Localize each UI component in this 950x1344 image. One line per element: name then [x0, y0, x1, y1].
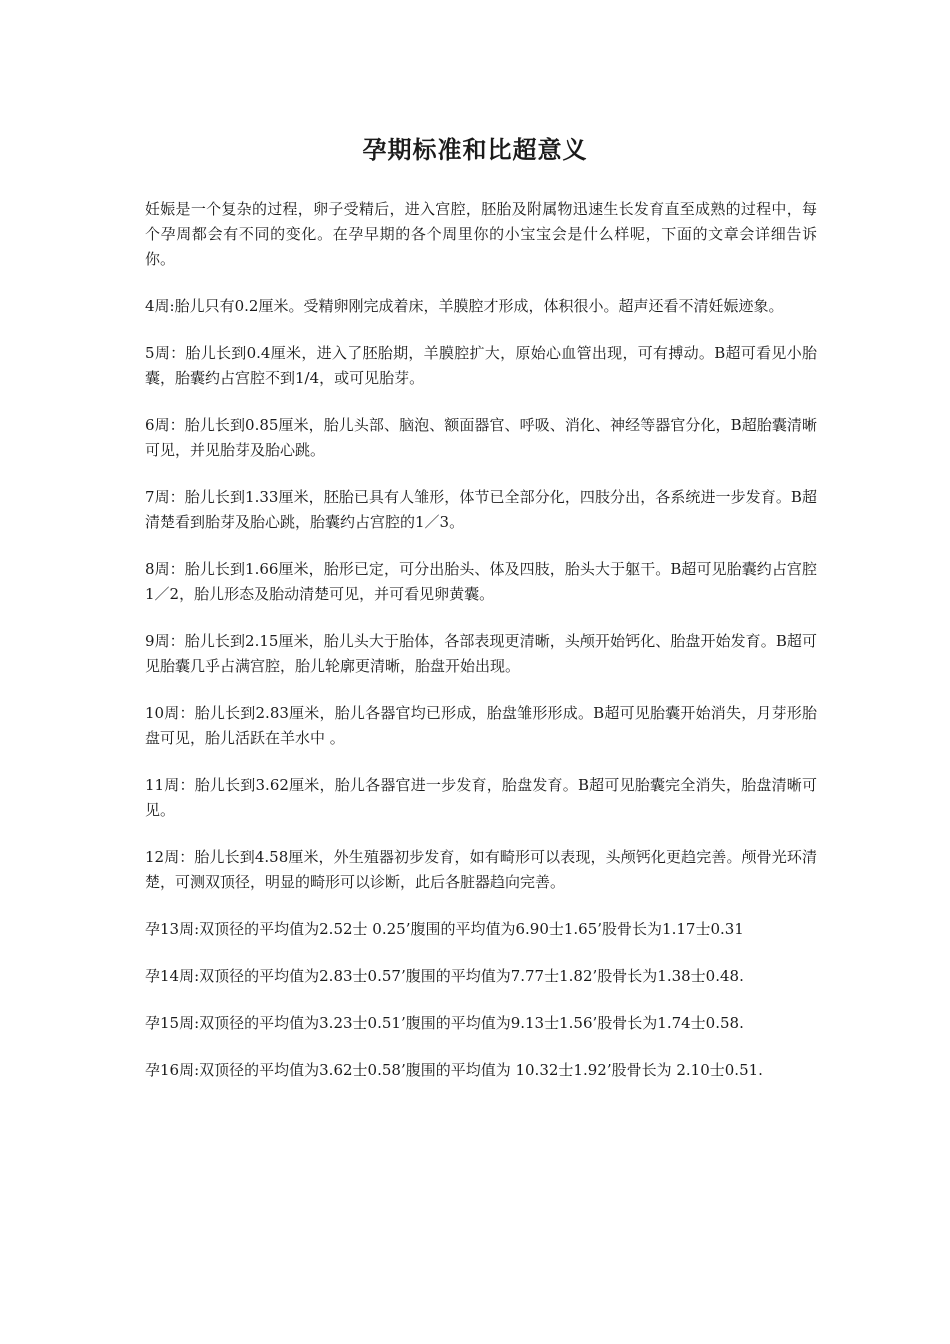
- page-title: 孕期标准和比超意义: [362, 135, 588, 164]
- week-8-paragraph: 8周：胎儿长到1.66厘米，胎形已定，可分出胎头、体及四肢，胎头大于躯干。B超可见胎囊约占宫腔1／2，胎儿形态及胎动清楚可见，并可看见卵黄囊。: [145, 560, 817, 603]
- week-11-paragraph: 11周：胎儿长到3.62厘米，胎儿各器官进一步发育，胎盘发育。B超可见胎囊完全消失，胎盘清晰可见。: [145, 776, 817, 819]
- week-6-paragraph: 6周：胎儿长到0.85厘米，胎儿头部、脑泡、额面器官、呼吸、消化、神经等器官分化，B超胎囊清晰可见，并见胎芽及胎心跳。: [145, 416, 817, 459]
- week-7-paragraph: 7周：胎儿长到1.33厘米，胚胎已具有人雏形，体节已全部分化，四肢分出，各系统进一步发育。B超清楚看到胎芽及胎心跳，胎囊约占宫腔的1／3。: [145, 488, 817, 531]
- week-4-paragraph: 4周:胎儿只有0.2厘米。受精卵刚完成着床，羊膜腔才形成，体积很小。超声还看不清妊娠迹象。: [145, 297, 784, 315]
- intro-paragraph: 妊娠是一个复杂的过程，卵子受精后，进入宫腔，胚胎及附属物迅速生长发育直至成熟的过程中，每个孕周都会有不同的变化。在孕早期的各个周里你的小宝宝会是什么样呢，下面的文章会详细告诉你。: [145, 200, 817, 268]
- week-15-paragraph: 孕15周:双顶径的平均值为3.23士0.51’腹围的平均值为9.13士1.56’股骨长为1.74士0.58.: [145, 1014, 744, 1032]
- week-13-paragraph: 孕13周:双顶径的平均值为2.52士 0.25’腹围的平均值为6.90士1.65’股骨长为1.17士0.31: [145, 920, 744, 938]
- week-12-paragraph: 12周：胎儿长到4.58厘米，外生殖器初步发育，如有畸形可以表现，头颅钙化更趋完善。颅骨光环清楚，可测双顶径，明显的畸形可以诊断，此后各脏器趋向完善。: [145, 848, 817, 891]
- week-16-paragraph: 孕16周:双顶径的平均值为3.62士0.58’腹围的平均值为 10.32士1.92’股骨长为 2.10士0.51.: [145, 1061, 763, 1079]
- week-9-paragraph: 9周：胎儿长到2.15厘米，胎儿头大于胎体，各部表现更清晰，头颅开始钙化、胎盘开始发育。B超可见胎囊几乎占满宫腔，胎儿轮廓更清晰，胎盘开始出现。: [145, 632, 817, 675]
- week-14-paragraph: 孕14周:双顶径的平均值为2.83士0.57’腹围的平均值为7.77士1.82’股骨长为1.38士0.48.: [145, 967, 744, 985]
- document-body: [145, 197, 817, 1105]
- week-10-paragraph: 10周：胎儿长到2.83厘米，胎儿各器官均已形成，胎盘雏形形成。B超可见胎囊开始消失，月芽形胎盘可见，胎儿活跃在羊水中 。: [145, 704, 817, 747]
- week-5-paragraph: 5周：胎儿长到0.4厘米，进入了胚胎期，羊膜腔扩大，原始心血管出现，可有搏动。B超可看见小胎囊，胎囊约占宫腔不到1/4，或可见胎芽。: [145, 344, 817, 387]
